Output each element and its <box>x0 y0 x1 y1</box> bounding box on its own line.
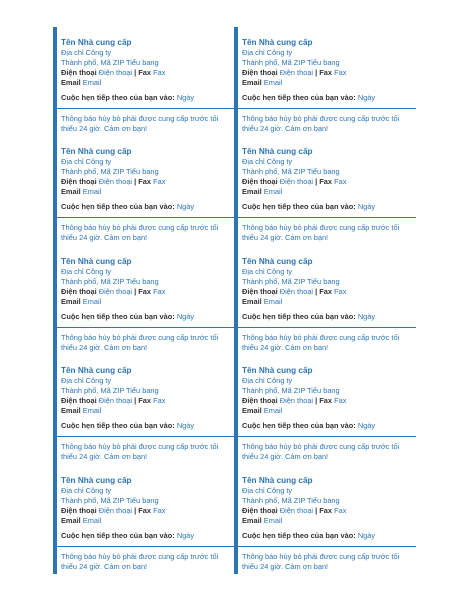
next-appointment-line <box>242 421 415 431</box>
cancellation-notice <box>238 436 416 462</box>
next-appointment-date: Ngày <box>357 530 376 540</box>
phone-fax-line <box>242 287 415 297</box>
next-appointment-label: Cuộc hẹn tiếp theo của bạn vào: <box>242 311 356 321</box>
phone-label: Điện thoại <box>61 177 97 187</box>
cancellation-notice-line1: Thông báo hủy bỏ phải được cung cấp trước tối <box>61 332 219 342</box>
next-appointment-label: Cuộc hẹn tiếp theo của bạn vào: <box>242 421 356 431</box>
cancellation-notice <box>57 108 235 134</box>
email-line <box>61 78 234 88</box>
appointment-card <box>53 246 234 355</box>
cancellation-notice-line2: thiểu 24 giờ. Cảm ơn bạn! <box>242 124 329 133</box>
cancellation-notice-line1: Thông báo hủy bỏ phải được cung cấp trước tối <box>242 442 400 452</box>
appointment-card <box>234 355 415 464</box>
fax-value: Fax <box>334 505 347 515</box>
cancellation-notice-line2: thiểu 24 giờ. Cảm ơn bạn! <box>61 452 148 462</box>
fax-value: Fax <box>153 68 166 77</box>
company-address: Địa chỉ Công ty <box>61 157 112 167</box>
company-name: Tên Nhà cung cấp <box>242 38 313 47</box>
next-appointment-line <box>61 93 234 103</box>
fax-label: Fax <box>319 68 333 77</box>
next-appointment-label: Cuộc hẹn tiếp theo của bạn vào: <box>61 530 175 540</box>
phone-value: Điện thoại <box>98 68 133 77</box>
separator: | <box>315 177 318 187</box>
fax-label: Fax <box>138 177 152 187</box>
email-value: Email <box>82 515 102 525</box>
email-label: Email <box>242 78 262 87</box>
separator: | <box>315 396 318 406</box>
appointment-card <box>53 465 234 574</box>
company-name: Tên Nhà cung cấp <box>61 256 132 266</box>
separator: | <box>315 286 318 296</box>
cancellation-notice <box>57 327 235 353</box>
email-label: Email <box>61 515 81 525</box>
appointment-card <box>53 136 234 245</box>
phone-fax-line <box>242 177 415 187</box>
cancellation-notice <box>57 217 235 243</box>
card-column-right <box>234 27 415 574</box>
phone-value: Điện thoại <box>279 177 314 187</box>
company-address: Địa chỉ Công ty <box>61 376 112 386</box>
cancellation-notice <box>238 217 416 243</box>
separator: | <box>134 68 137 77</box>
fax-value: Fax <box>334 396 347 406</box>
email-label: Email <box>61 187 81 197</box>
next-appointment-line <box>61 202 234 212</box>
next-appointment-date: Ngày <box>176 530 195 540</box>
city-state-zip: Thành phố, Mã ZIP Tiểu bang <box>242 495 340 505</box>
email-label: Email <box>242 515 262 525</box>
phone-value: Điện thoại <box>98 396 133 406</box>
city-state-zip: Thành phố, Mã ZIP Tiểu bang <box>61 386 159 396</box>
company-name: Tên Nhà cung cấp <box>242 256 313 266</box>
cancellation-notice-line1: Thông báo hủy bỏ phải được cung cấp trước tối <box>242 114 400 123</box>
cancellation-notice-line2: thiểu 24 giờ. Cảm ơn bạn! <box>61 233 148 243</box>
separator: | <box>134 505 137 515</box>
fax-value: Fax <box>153 286 166 296</box>
phone-label: Điện thoại <box>242 396 278 406</box>
email-line <box>61 187 234 197</box>
cancellation-notice-line1: Thông báo hủy bỏ phải được cung cấp trước tối <box>242 551 400 561</box>
separator: | <box>134 177 137 187</box>
next-appointment-date: Ngày <box>176 311 195 321</box>
email-value: Email <box>263 406 283 416</box>
company-address: Địa chỉ Công ty <box>242 376 293 386</box>
next-appointment-label: Cuộc hẹn tiếp theo của bạn vào: <box>242 93 356 102</box>
phone-label: Điện thoại <box>61 68 97 77</box>
phone-fax-line <box>61 506 234 516</box>
fax-label: Fax <box>138 286 152 296</box>
fax-value: Fax <box>153 177 166 187</box>
phone-fax-line <box>242 68 415 78</box>
next-appointment-date: Ngày <box>357 311 376 321</box>
next-appointment-line <box>61 312 234 322</box>
city-state-zip: Thành phố, Mã ZIP Tiểu bang <box>242 167 340 177</box>
email-value: Email <box>82 78 102 87</box>
email-value: Email <box>263 296 283 306</box>
separator: | <box>134 396 137 406</box>
cancellation-notice-line2: thiểu 24 giờ. Cảm ơn bạn! <box>242 452 329 462</box>
card-column-left <box>53 27 234 574</box>
email-label: Email <box>61 406 81 416</box>
company-name: Tên Nhà cung cấp <box>61 38 132 47</box>
city-state-zip: Thành phố, Mã ZIP Tiểu bang <box>61 58 159 67</box>
phone-value: Điện thoại <box>279 68 314 77</box>
fax-label: Fax <box>319 177 333 187</box>
email-line <box>242 187 415 197</box>
cancellation-notice-line1: Thông báo hủy bỏ phải được cung cấp trước tối <box>61 442 219 452</box>
email-value: Email <box>82 406 102 416</box>
company-name: Tên Nhà cung cấp <box>242 475 313 485</box>
email-value: Email <box>82 187 102 197</box>
appointment-card <box>53 355 234 464</box>
phone-fax-line <box>242 396 415 406</box>
phone-label: Điện thoại <box>242 505 278 515</box>
company-address: Địa chỉ Công ty <box>61 266 112 276</box>
company-name: Tên Nhà cung cấp <box>61 147 132 157</box>
next-appointment-date: Ngày <box>357 421 376 431</box>
next-appointment-label: Cuộc hẹn tiếp theo của bạn vào: <box>61 93 175 102</box>
next-appointment-date: Ngày <box>176 421 195 431</box>
company-name: Tên Nhà cung cấp <box>242 147 313 157</box>
cancellation-notice-line2: thiểu 24 giờ. Cảm ơn bạn! <box>242 342 329 352</box>
cancellation-notice-line1: Thông báo hủy bỏ phải được cung cấp trước tối <box>242 332 400 342</box>
city-state-zip: Thành phố, Mã ZIP Tiểu bang <box>242 276 340 286</box>
fax-value: Fax <box>153 396 166 406</box>
phone-fax-line <box>242 506 415 516</box>
email-value: Email <box>263 187 283 197</box>
fax-label: Fax <box>138 68 152 77</box>
next-appointment-label: Cuộc hẹn tiếp theo của bạn vào: <box>61 202 175 212</box>
email-value: Email <box>263 515 283 525</box>
separator: | <box>134 286 137 296</box>
next-appointment-date: Ngày <box>357 93 376 102</box>
phone-fax-line <box>61 396 234 406</box>
next-appointment-line <box>61 421 234 431</box>
city-state-zip: Thành phố, Mã ZIP Tiểu bang <box>242 58 340 67</box>
appointment-card <box>234 465 415 574</box>
next-appointment-line <box>61 531 234 541</box>
email-line <box>242 406 415 416</box>
next-appointment-line <box>242 312 415 322</box>
next-appointment-line <box>242 531 415 541</box>
next-appointment-label: Cuộc hẹn tiếp theo của bạn vào: <box>61 311 175 321</box>
phone-fax-line <box>61 68 234 78</box>
cancellation-notice <box>57 436 235 462</box>
next-appointment-label: Cuộc hẹn tiếp theo của bạn vào: <box>242 530 356 540</box>
phone-value: Điện thoại <box>98 505 133 515</box>
fax-label: Fax <box>319 286 333 296</box>
cancellation-notice-line2: thiểu 24 giờ. Cảm ơn bạn! <box>61 342 148 352</box>
city-state-zip: Thành phố, Mã ZIP Tiểu bang <box>242 386 340 396</box>
city-state-zip: Thành phố, Mã ZIP Tiểu bang <box>61 495 159 505</box>
email-label: Email <box>242 296 262 306</box>
cancellation-notice <box>238 546 416 572</box>
email-line <box>61 516 234 526</box>
city-state-zip: Thành phố, Mã ZIP Tiểu bang <box>61 276 159 286</box>
next-appointment-date: Ngày <box>176 93 195 102</box>
phone-value: Điện thoại <box>98 286 133 296</box>
email-value: Email <box>82 296 102 306</box>
cancellation-notice-line2: thiểu 24 giờ. Cảm ơn bạn! <box>61 561 148 571</box>
phone-value: Điện thoại <box>98 177 133 187</box>
email-line <box>242 78 415 88</box>
fax-label: Fax <box>138 396 152 406</box>
appointment-card <box>234 27 415 136</box>
cancellation-notice <box>238 108 416 134</box>
email-line <box>61 406 234 416</box>
email-label: Email <box>61 296 81 306</box>
company-address: Địa chỉ Công ty <box>242 266 293 276</box>
company-address: Địa chỉ Công ty <box>242 48 293 57</box>
cancellation-notice-line1: Thông báo hủy bỏ phải được cung cấp trước tối <box>61 114 219 123</box>
company-address: Địa chỉ Công ty <box>242 485 293 495</box>
company-address: Địa chỉ Công ty <box>242 157 293 167</box>
phone-value: Điện thoại <box>279 396 314 406</box>
cancellation-notice-line2: thiểu 24 giờ. Cảm ơn bạn! <box>61 124 148 133</box>
next-appointment-label: Cuộc hẹn tiếp theo của bạn vào: <box>61 421 175 431</box>
cancellation-notice-line2: thiểu 24 giờ. Cảm ơn bạn! <box>242 561 329 571</box>
fax-value: Fax <box>153 505 166 515</box>
fax-value: Fax <box>334 68 347 77</box>
appointment-card <box>234 136 415 245</box>
email-label: Email <box>242 187 262 197</box>
phone-label: Điện thoại <box>242 177 278 187</box>
cancellation-notice-line1: Thông báo hủy bỏ phải được cung cấp trước tối <box>61 223 219 233</box>
phone-label: Điện thoại <box>242 286 278 296</box>
appointment-card <box>53 27 234 136</box>
fax-value: Fax <box>334 177 347 187</box>
fax-label: Fax <box>319 396 333 406</box>
city-state-zip: Thành phố, Mã ZIP Tiểu bang <box>61 167 159 177</box>
phone-value: Điện thoại <box>279 505 314 515</box>
next-appointment-date: Ngày <box>357 202 376 212</box>
company-name: Tên Nhà cung cấp <box>242 366 313 376</box>
phone-label: Điện thoại <box>242 68 278 77</box>
next-appointment-line <box>242 202 415 212</box>
cancellation-notice-line1: Thông báo hủy bỏ phải được cung cấp trước tối <box>61 551 219 561</box>
company-name: Tên Nhà cung cấp <box>61 475 132 485</box>
phone-value: Điện thoại <box>279 286 314 296</box>
fax-value: Fax <box>334 286 347 296</box>
phone-label: Điện thoại <box>61 505 97 515</box>
cancellation-notice <box>238 327 416 353</box>
separator: | <box>315 505 318 515</box>
email-line <box>61 297 234 307</box>
next-appointment-label: Cuộc hẹn tiếp theo của bạn vào: <box>242 202 356 212</box>
email-label: Email <box>242 406 262 416</box>
next-appointment-line <box>242 93 415 103</box>
company-address: Địa chỉ Công ty <box>61 485 112 495</box>
fax-label: Fax <box>319 505 333 515</box>
fax-label: Fax <box>138 505 152 515</box>
email-line <box>242 297 415 307</box>
appointment-card <box>234 246 415 355</box>
phone-fax-line <box>61 177 234 187</box>
next-appointment-date: Ngày <box>176 202 195 212</box>
separator: | <box>315 68 318 77</box>
company-name: Tên Nhà cung cấp <box>61 366 132 376</box>
cancellation-notice <box>57 546 235 572</box>
company-address: Địa chỉ Công ty <box>61 48 112 57</box>
cancellation-notice-line1: Thông báo hủy bỏ phải được cung cấp trước tối <box>242 223 400 233</box>
cancellation-notice-line2: thiểu 24 giờ. Cảm ơn bạn! <box>242 233 329 243</box>
phone-label: Điện thoại <box>61 286 97 296</box>
phone-label: Điện thoại <box>61 396 97 406</box>
email-value: Email <box>263 78 283 87</box>
email-line <box>242 516 415 526</box>
phone-fax-line <box>61 287 234 297</box>
email-label: Email <box>61 78 81 87</box>
